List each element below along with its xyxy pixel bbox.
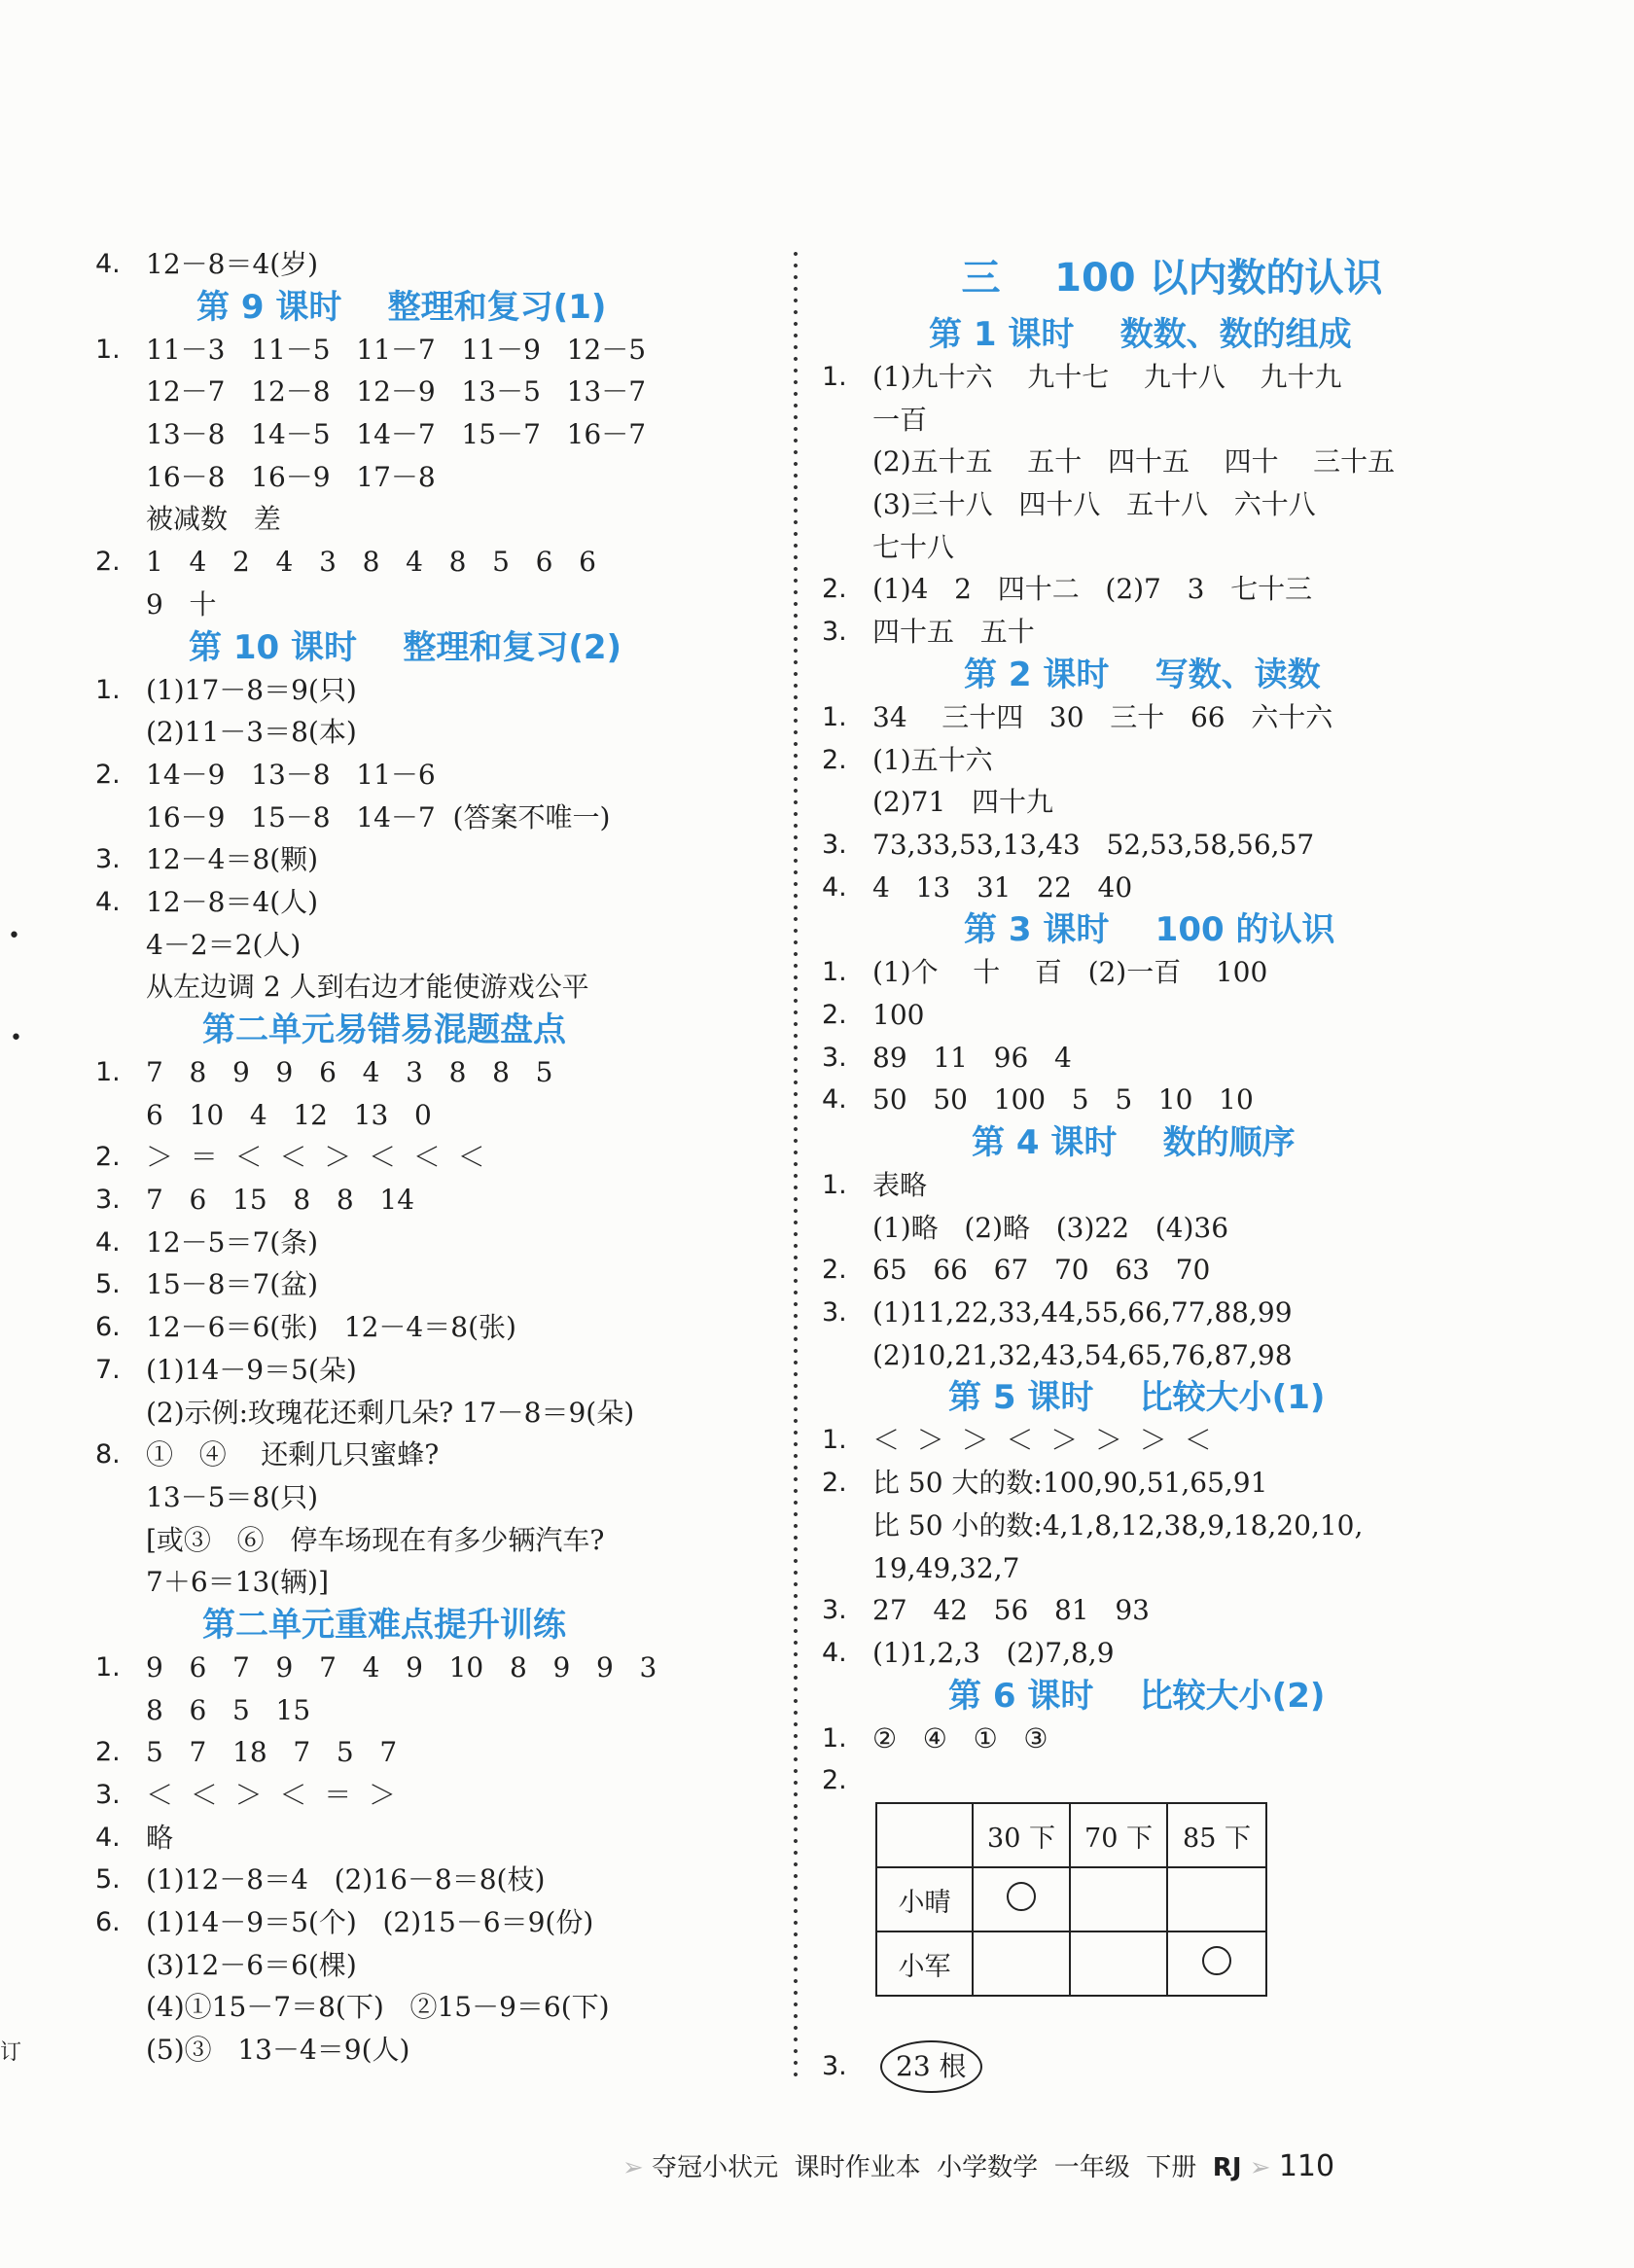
answer-line bbox=[95, 1306, 757, 1349]
answer-text: 15－8＝7(盆) bbox=[146, 1268, 319, 1301]
answer-line bbox=[822, 1547, 1522, 1590]
answer-line bbox=[822, 1249, 1522, 1292]
answer-text: 7＋6＝13(辆)] bbox=[146, 1566, 330, 1599]
binding-dot: • bbox=[8, 924, 20, 948]
item-number: 3. bbox=[95, 844, 121, 875]
answer-text: 四十五 五十 bbox=[872, 616, 1035, 649]
answer-text: (1)1,2,3 (2)7,8,9 bbox=[872, 1636, 1115, 1669]
answer-line bbox=[822, 781, 1522, 824]
answer-line bbox=[95, 966, 757, 1009]
section-heading: 第 9 课时 整理和复习(1) bbox=[196, 287, 607, 327]
answer-line bbox=[95, 1774, 757, 1817]
answer-line bbox=[95, 669, 757, 712]
item-number: 1. bbox=[822, 362, 847, 392]
item-number: 1. bbox=[95, 1651, 121, 1683]
answer-line bbox=[95, 1476, 757, 1519]
answer-line bbox=[95, 371, 757, 413]
answer-text: 1 4 2 4 3 8 4 8 5 6 6 bbox=[146, 546, 596, 579]
item-number: 1. bbox=[822, 1425, 847, 1456]
answer-text: (1)4 2 四十二 (2)7 3 七十三 bbox=[872, 573, 1313, 606]
answer-line bbox=[95, 1561, 757, 1604]
answer-line bbox=[95, 243, 757, 286]
section-heading: 第二单元易错易混题盘点 bbox=[202, 1010, 566, 1049]
answer-text: (4)①15－7＝8(下) ②15－9＝6(下) bbox=[146, 1991, 610, 2024]
answer-line bbox=[95, 1944, 757, 1987]
answer-line bbox=[95, 1817, 757, 1860]
answer-line bbox=[95, 413, 757, 456]
answer-line bbox=[822, 1037, 1522, 1080]
answer-line bbox=[822, 1718, 1522, 1760]
answer-text: 65 66 67 70 63 70 bbox=[872, 1254, 1211, 1287]
section-heading: 第 2 课时 写数、读数 bbox=[964, 655, 1321, 694]
item-number: 4. bbox=[822, 1637, 847, 1668]
item-number: 6. bbox=[95, 1312, 121, 1343]
table-header-row bbox=[876, 1803, 1266, 1867]
answer-line bbox=[95, 1986, 757, 2029]
answer-line bbox=[95, 541, 757, 584]
item-number: 1. bbox=[95, 1057, 121, 1087]
item-number: 2. bbox=[822, 1255, 847, 1286]
footer-edition: RJ bbox=[1212, 2153, 1242, 2182]
answer-line bbox=[95, 924, 757, 967]
answer-text: 50 50 100 5 5 10 10 bbox=[872, 1083, 1254, 1116]
row-name: 小军 bbox=[876, 1931, 973, 1996]
unit-title: 三 100 以内数的认识 bbox=[961, 256, 1383, 301]
answer-line bbox=[95, 1689, 757, 1732]
section-heading: 第 3 课时 100 的认识 bbox=[964, 910, 1335, 950]
answer-text: (2)示例:玫瑰花还剩几朵? 17－8＝9(朵) bbox=[146, 1396, 635, 1429]
answer-text: 5 7 18 7 5 7 bbox=[146, 1736, 398, 1769]
answer-line bbox=[822, 1462, 1522, 1505]
answer-line bbox=[95, 456, 757, 499]
answer-text: (2)10,21,32,43,54,65,76,87,98 bbox=[872, 1338, 1293, 1371]
answer-line bbox=[822, 1505, 1522, 1547]
item-number: 3. bbox=[822, 1595, 847, 1626]
answer-text: (1)14－9＝5(朵) bbox=[146, 1353, 357, 1386]
circle-mark-icon bbox=[1007, 1882, 1036, 1911]
answer-line bbox=[822, 611, 1522, 654]
answer-line bbox=[822, 1589, 1522, 1632]
item-number: 2. bbox=[95, 547, 121, 578]
item-number: 2. bbox=[822, 1765, 847, 1796]
answer-line bbox=[822, 568, 1522, 611]
answer-text: 14－9 13－8 11－6 bbox=[146, 758, 436, 791]
table-header-cell: 85 下 bbox=[1167, 1803, 1266, 1867]
section-heading: 第 5 课时 比较大小(1) bbox=[948, 1378, 1326, 1418]
answer-text: 表略 bbox=[872, 1169, 928, 1201]
answer-line bbox=[822, 1207, 1522, 1250]
answer-line bbox=[822, 696, 1522, 739]
footer-grade: 一年级 bbox=[1053, 2153, 1130, 2182]
item-number: 4. bbox=[822, 871, 847, 903]
answer-text: (1)个 十 百 (2)一百 100 bbox=[872, 956, 1268, 989]
answer-text: (2)11－3＝8(本) bbox=[146, 716, 357, 749]
answer-text: 从左边调 2 人到右边才能使游戏公平 bbox=[146, 971, 589, 1004]
item-number: 4. bbox=[822, 1084, 847, 1116]
item-number: 1. bbox=[822, 957, 847, 988]
answer-text: [或③ ⑥ 停车场现在有多少辆汽车? bbox=[146, 1523, 605, 1556]
answer-line bbox=[95, 1349, 757, 1392]
answer-text: (1)五十六 bbox=[872, 743, 993, 776]
answer-text: 16－8 16－9 17－8 bbox=[146, 460, 436, 493]
answer-table bbox=[875, 1802, 1267, 1997]
answer-line bbox=[95, 1094, 757, 1137]
item-number: 1. bbox=[95, 334, 121, 365]
table-header-cell bbox=[876, 1803, 973, 1867]
answer-line bbox=[95, 498, 757, 541]
answer-line bbox=[822, 526, 1522, 569]
answer-line bbox=[822, 1419, 1522, 1462]
answer-line bbox=[95, 711, 757, 754]
answer-text: 11－3 11－5 11－7 11－9 12－5 bbox=[146, 333, 647, 366]
answer-text: 比 50 小的数:4,1,8,12,38,9,18,20,10, bbox=[872, 1508, 1364, 1542]
answer-line bbox=[95, 1051, 757, 1094]
answer-text: 9 十 bbox=[146, 587, 217, 620]
answer-line bbox=[822, 994, 1522, 1037]
answer-line bbox=[822, 824, 1522, 867]
item-number: 3. bbox=[822, 1042, 847, 1073]
answer-text: (1)12－8＝4 (2)16－8＝8(枝) bbox=[146, 1863, 546, 1896]
answer-line bbox=[822, 483, 1522, 526]
answer-text: 12－7 12－8 12－9 13－5 13－7 bbox=[146, 375, 647, 408]
item-number: 1. bbox=[822, 1170, 847, 1200]
item-number: 6. bbox=[95, 1907, 121, 1938]
answer-line bbox=[822, 1759, 1522, 1802]
item-number: 2. bbox=[95, 1737, 121, 1768]
section-heading: 第 1 课时 数数、数的组成 bbox=[929, 315, 1352, 354]
answer-line bbox=[822, 1334, 1522, 1377]
footer bbox=[622, 2147, 1334, 2186]
mark-cell bbox=[1167, 1867, 1266, 1931]
answer-line bbox=[95, 1392, 757, 1435]
answer-line bbox=[95, 1136, 757, 1179]
item-number: 5. bbox=[95, 1864, 121, 1896]
table-header-cell: 30 下 bbox=[973, 1803, 1070, 1867]
item-number: 3. bbox=[822, 829, 847, 860]
item-number: 4. bbox=[95, 1822, 121, 1853]
section-heading: 第 4 课时 数的顺序 bbox=[972, 1123, 1296, 1162]
answer-line bbox=[95, 2029, 757, 2072]
item-number: 2. bbox=[95, 759, 121, 790]
item-number: 2. bbox=[822, 574, 847, 605]
item-number: 2. bbox=[822, 744, 847, 775]
answer-text: ＜ ＜ ＞ ＜ ＝ ＞ bbox=[146, 1779, 397, 1811]
item-number: 1. bbox=[822, 701, 847, 732]
section-heading: 第 6 课时 比较大小(2) bbox=[948, 1676, 1326, 1716]
item-number: 3. bbox=[95, 1780, 121, 1810]
answer-line bbox=[95, 1901, 757, 1944]
answer-line bbox=[95, 797, 757, 839]
answer-line bbox=[95, 1222, 757, 1264]
dotted-divider bbox=[793, 248, 799, 2076]
answer-line bbox=[95, 1263, 757, 1306]
answer-text: ② ④ ① ③ bbox=[872, 1721, 1048, 1754]
answer-line bbox=[95, 1434, 757, 1476]
table-row bbox=[876, 1931, 1266, 1996]
circled-answer: 23 根 bbox=[880, 2040, 982, 2093]
q3-line bbox=[822, 2038, 1114, 2096]
footer-term: 下册 bbox=[1146, 2153, 1197, 2182]
page-number: 110 bbox=[1278, 2149, 1335, 2183]
answer-text: 100 bbox=[872, 998, 925, 1031]
answer-text: (2)五十五 五十 四十五 四十 三十五 bbox=[872, 445, 1396, 478]
answer-text: ① ④ 还剩几只蜜蜂? bbox=[146, 1438, 440, 1471]
section-heading: 第二单元重难点提升训练 bbox=[202, 1605, 566, 1645]
item-number: 2. bbox=[822, 1468, 847, 1499]
answer-line bbox=[822, 1632, 1522, 1675]
answer-text: 一百 bbox=[872, 403, 928, 436]
answer-line bbox=[822, 399, 1522, 442]
answer-text: 4－2＝2(人) bbox=[146, 928, 302, 961]
section-heading: 第 10 课时 整理和复习(2) bbox=[189, 627, 622, 667]
answer-text: 16－9 15－8 14－7 (答案不唯一) bbox=[146, 800, 611, 833]
mark-cell bbox=[973, 1867, 1070, 1931]
footer-book: 课时作业本 bbox=[794, 2153, 921, 2182]
answer-text: (5)③ 13－4＝9(人) bbox=[146, 2034, 410, 2067]
answer-text: 7 8 9 9 6 4 3 8 8 5 bbox=[146, 1056, 553, 1088]
answer-text: (3)三十八 四十八 五十八 六十八 bbox=[872, 488, 1316, 521]
answer-line bbox=[822, 1292, 1522, 1334]
answer-text: (2)71 四十九 bbox=[872, 786, 1053, 819]
answer-text: 4 13 31 22 40 bbox=[872, 870, 1133, 904]
answer-line bbox=[95, 584, 757, 626]
answer-line bbox=[95, 1859, 757, 1901]
item-number: 4. bbox=[95, 1226, 121, 1258]
answer-line bbox=[95, 1519, 757, 1562]
answer-text: 12－8＝4(岁) bbox=[146, 248, 319, 280]
answer-text: 12－8＝4(人) bbox=[146, 885, 319, 918]
footer-brand: 夺冠小状元 bbox=[652, 2153, 779, 2182]
answer-text: 13－5＝8(只) bbox=[146, 1480, 319, 1513]
item-number: 3. bbox=[822, 617, 847, 648]
answer-line bbox=[95, 329, 757, 372]
answer-text: (1)14－9＝5(个) (2)15－6＝9(份) bbox=[146, 1906, 594, 1939]
item-number: 1. bbox=[95, 674, 121, 705]
answer-text: 被减数 差 bbox=[146, 503, 281, 536]
footer-subject: 小学数学 bbox=[937, 2153, 1039, 2182]
arrow-icon: ➢ bbox=[622, 2153, 653, 2182]
item-number: 2. bbox=[95, 1142, 121, 1173]
item-number: 7. bbox=[95, 1354, 121, 1385]
item-number: 2. bbox=[822, 999, 847, 1030]
item-number: 3. bbox=[822, 2051, 847, 2081]
mark-cell bbox=[1167, 1931, 1266, 1996]
answer-text: 9 6 7 9 7 4 9 10 8 9 9 3 bbox=[146, 1650, 657, 1683]
answer-line bbox=[822, 1164, 1522, 1207]
answer-line bbox=[822, 441, 1522, 483]
answer-text: 12－4＝8(颗) bbox=[146, 843, 319, 876]
answer-line bbox=[822, 356, 1522, 399]
row-name: 小晴 bbox=[876, 1867, 973, 1931]
answer-text: 13－8 14－5 14－7 15－7 16－7 bbox=[146, 418, 647, 451]
answer-line bbox=[95, 1179, 757, 1222]
item-number: 5. bbox=[95, 1269, 121, 1300]
circle-mark-icon bbox=[1202, 1946, 1231, 1975]
answer-text: (1)九十六 九十七 九十八 九十九 bbox=[872, 361, 1342, 393]
answer-text: 27 42 56 81 93 bbox=[872, 1594, 1150, 1627]
answer-text: 12－5＝7(条) bbox=[146, 1225, 319, 1258]
answer-text: 6 10 4 12 13 0 bbox=[146, 1098, 432, 1131]
item-number: 3. bbox=[822, 1297, 847, 1329]
item-number: 4. bbox=[95, 886, 121, 917]
answer-text: 7 6 15 8 8 14 bbox=[146, 1184, 415, 1217]
answer-text: (1)11,22,33,44,55,66,77,88,99 bbox=[872, 1296, 1293, 1329]
left-column bbox=[95, 243, 757, 2072]
item-number: 3. bbox=[95, 1185, 121, 1216]
answer-line bbox=[822, 1079, 1522, 1121]
arrow-icon: ➢ bbox=[1249, 2153, 1279, 2182]
answer-text: ＜ ＞ ＞ ＜ ＞ ＞ ＞ ＜ bbox=[872, 1424, 1212, 1457]
answer-text: 8 6 5 15 bbox=[146, 1693, 311, 1726]
answer-line bbox=[822, 867, 1522, 909]
answer-text: 比 50 大的数:100,90,51,65,91 bbox=[872, 1467, 1268, 1500]
answer-line bbox=[95, 1731, 757, 1774]
answer-text: 19,49,32,7 bbox=[872, 1551, 1020, 1584]
binding-mark: 订 bbox=[0, 2040, 22, 2065]
answer-text: 73,33,53,13,43 52,53,58,56,57 bbox=[872, 828, 1315, 861]
item-number: 4. bbox=[95, 249, 121, 279]
table-header-cell: 70 下 bbox=[1070, 1803, 1167, 1867]
answer-line bbox=[95, 1647, 757, 1689]
item-number: 1. bbox=[822, 1722, 847, 1754]
answer-line bbox=[95, 754, 757, 797]
answer-line bbox=[822, 739, 1522, 782]
answer-text: 略 bbox=[146, 1821, 174, 1854]
mark-cell bbox=[1070, 1867, 1167, 1931]
mark-cell bbox=[973, 1931, 1070, 1996]
item-number: 8. bbox=[95, 1439, 121, 1471]
answer-text: (1)17－8＝9(只) bbox=[146, 673, 357, 706]
mark-cell bbox=[1070, 1931, 1167, 1996]
answer-line bbox=[95, 838, 757, 881]
answer-text: 12－6＝6(张) 12－4＝8(张) bbox=[146, 1311, 516, 1344]
table-row bbox=[876, 1867, 1266, 1931]
answer-text: 七十八 bbox=[872, 530, 955, 563]
answer-text: 89 11 96 4 bbox=[872, 1041, 1072, 1074]
answer-text: (1)略 (2)略 (3)22 (4)36 bbox=[872, 1211, 1229, 1244]
answer-text: 34 三十四 30 三十 66 六十六 bbox=[872, 700, 1333, 733]
answer-text: (3)12－6＝6(棵) bbox=[146, 1948, 357, 1981]
binding-dot: • bbox=[10, 1026, 22, 1050]
answer-line bbox=[822, 951, 1522, 994]
right-column bbox=[822, 243, 1522, 1802]
answer-text: ＞ ＝ ＜ ＜ ＞ ＜ ＜ ＜ bbox=[146, 1141, 485, 1174]
answer-line bbox=[95, 881, 757, 924]
